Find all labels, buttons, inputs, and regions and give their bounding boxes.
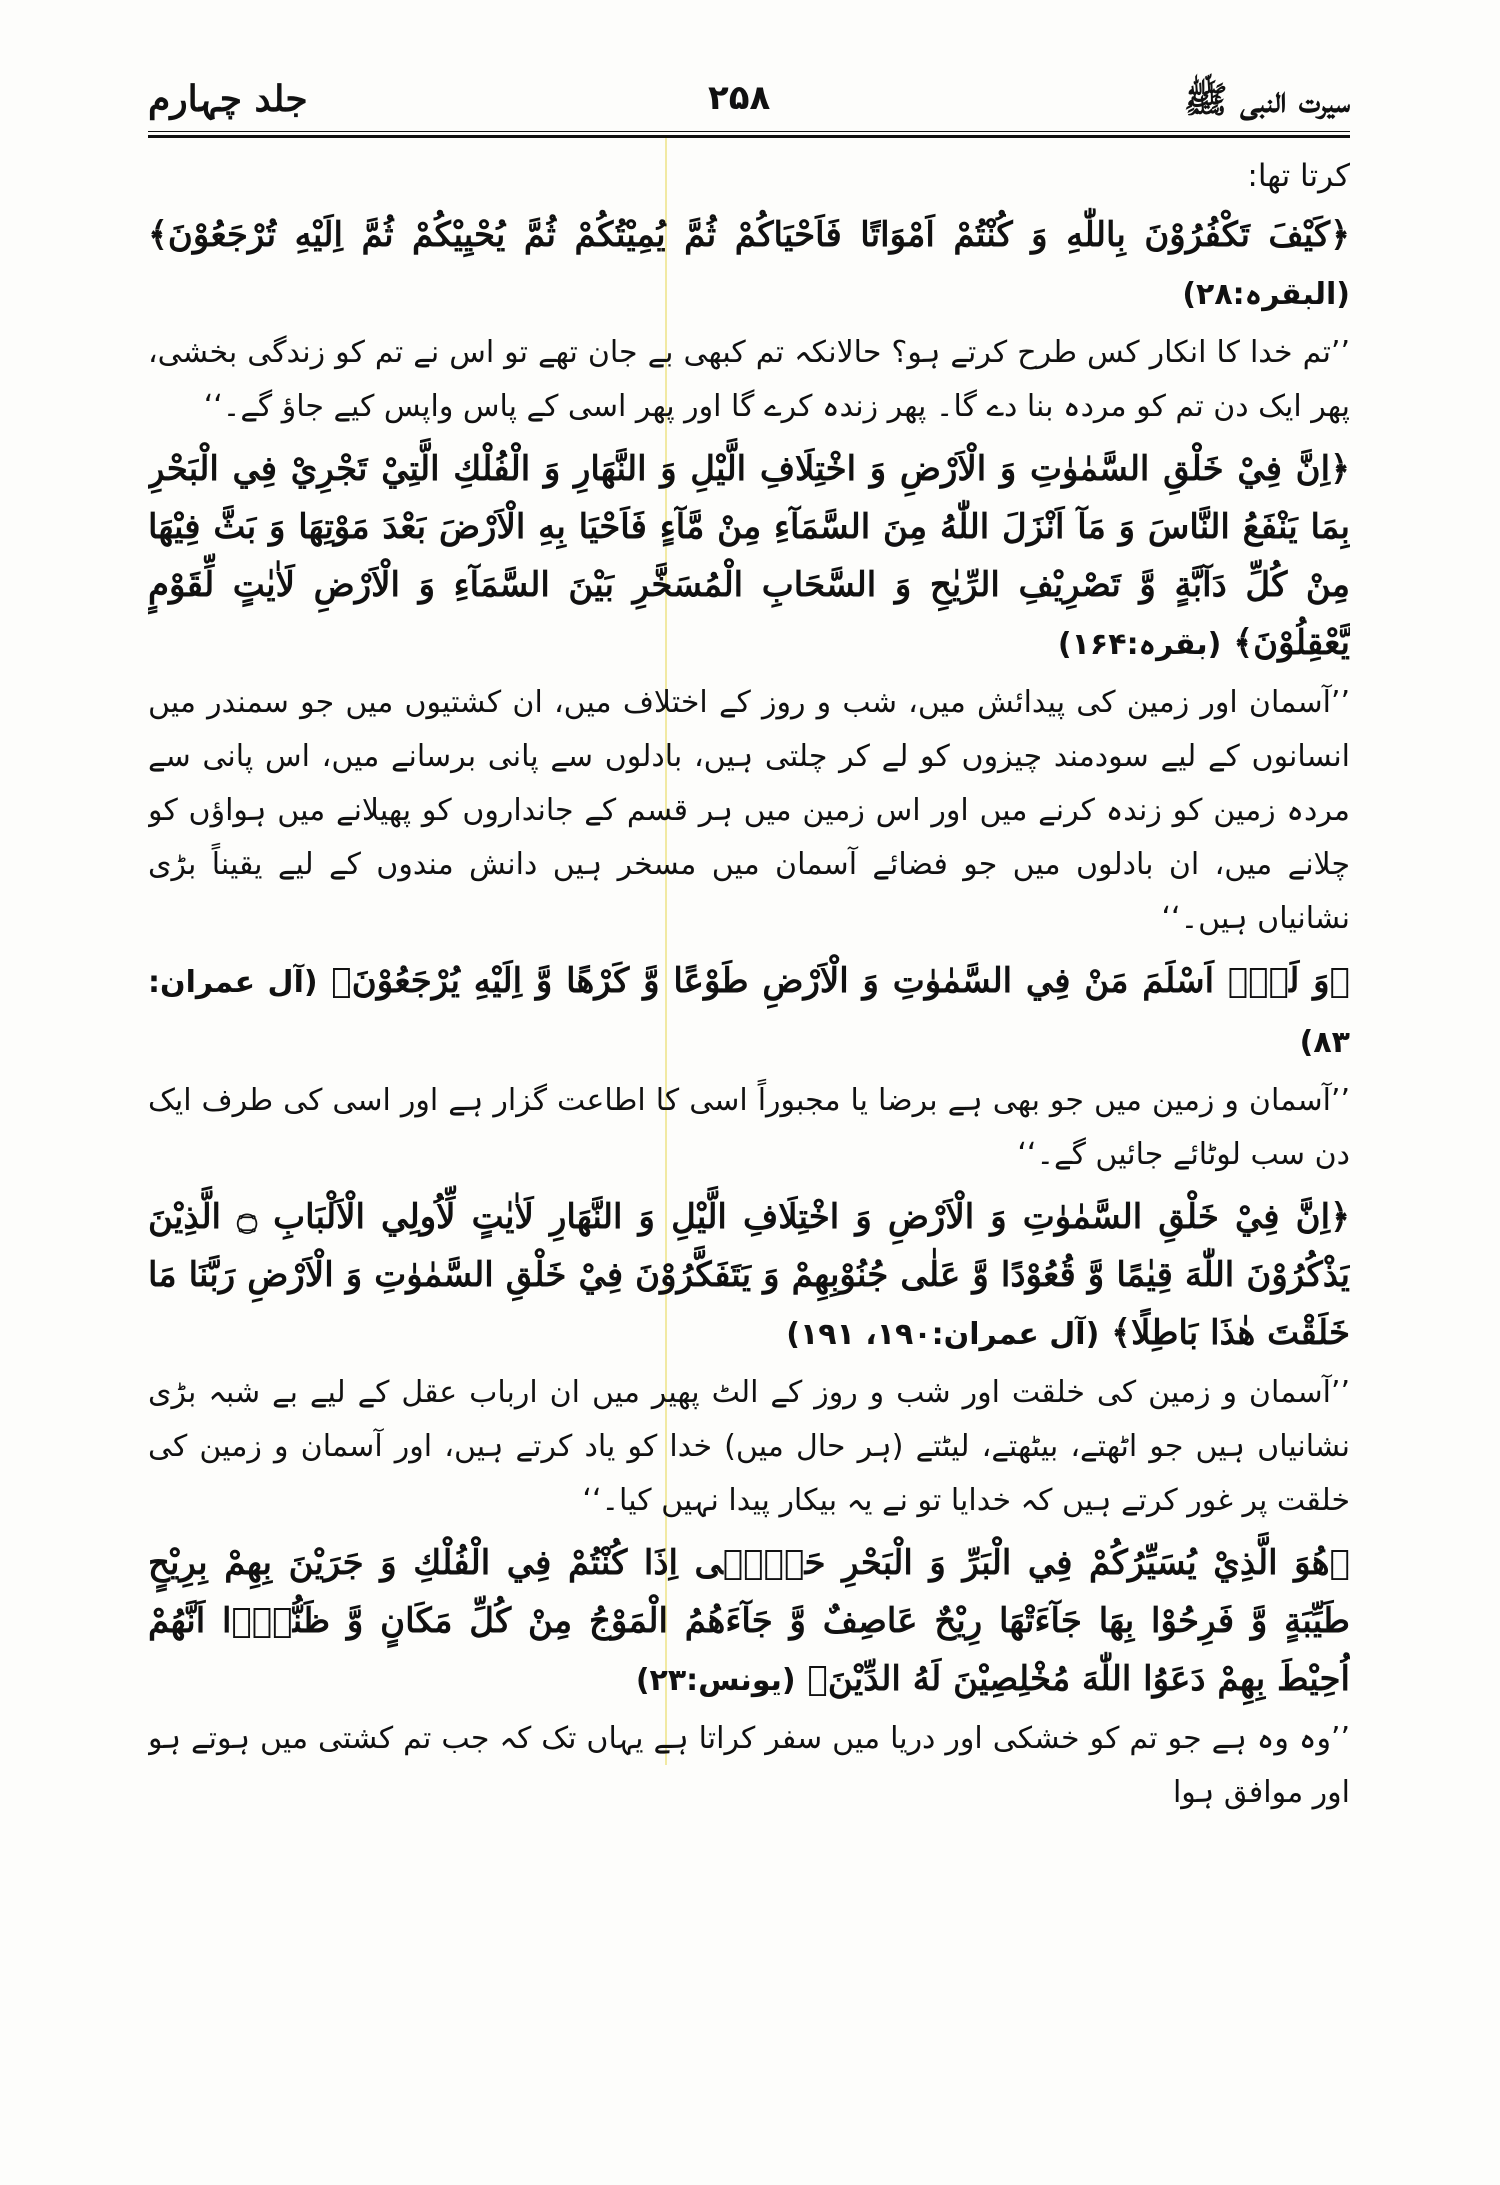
translation-2: ’’آسمان اور زمین کی پیدائش میں، شب و روز کے اختلاف میں، ان کشتیوں میں جو سمندر میں انسانوں کے لیے سودمند چیزوں کو لے کر چلتی ہیں، بادلوں سے پانی برسانے میں، اس پانی سے مردہ زمین کو زندہ کرنے میں اور اس زمین میں ہر قسم کے جانداروں کو پھیلانے میں ہواؤں کو چلانے میں، ان بادلوں میں جو فضائے آسمان میں مسخر ہیں دانش مندوں کے لیے یقیناً بڑی نشانیاں ہیں۔‘‘ [148,685,1350,936]
quran-verse-1 [148,206,1350,324]
quran-verse-2 [148,440,1350,674]
verse-reference: (بقرہ:۱۶۴) [1057,627,1222,662]
translation-1: ’’تم خدا کا انکار کس طرح کرتے ہو؟ حالانکہ تم کبھی بے جان تھے تو اس نے تم کو زندگی بخشی، پھر ایک دن تم کو مردہ بنا دے گا۔ پھر زندہ کرے گا اور پھر اسی کے پاس واپس کیے جاؤ گے۔‘‘ [148,335,1350,424]
quran-verse-5 [148,1534,1350,1710]
quran-verse-3 [148,952,1350,1072]
verse-reference: (یونس:۲۳) [635,1663,796,1698]
translation-3: ’’آسمان و زمین میں جو بھی ہے برضا یا مجبوراً اسی کا اطاعت گزار ہے اور اسی کی طرف ایک دن سب لوٹائے جائیں گے۔‘‘ [148,1083,1350,1172]
volume-label: جلد چہارم [148,78,308,120]
verse-text: ﴿اِنَّ فِيْ خَلْقِ السَّمٰوٰتِ وَ الْاَرْضِ وَ اخْتِلَافِ الَّيْلِ وَ النَّهَارِ وَ الْفُلْكِ الَّتِيْ تَجْرِيْ فِي الْبَحْرِ بِمَا يَنْفَعُ النَّاسَ وَ مَآ اَنْزَلَ اللّٰهُ مِنَ السَّمَآءِ مِنْ مَّآءٍ فَاَحْيَا بِهِ الْاَرْضَ بَعْدَ مَوْتِهَا وَ بَثَّ فِيْهَا مِنْ كُلِّ دَآبَّةٍ وَّ تَصْرِيْفِ الرِّيٰحِ وَ السَّحَابِ الْمُسَخَّرِ بَيْنَ السَّمَآءِ وَ الْاَرْضِ لَاٰيٰتٍ لِّقَوْمٍ يَّعْقِلُوْنَ﴾ [148,449,1350,663]
header-thin-rule [148,131,1350,132]
verse-text: ﴿هُوَ الَّذِيْ يُسَيِّرُكُمْ فِي الْبَرِّ وَ الْبَحْرِ حَتّٰۤى اِذَا كُنْتُمْ فِي الْفُلْكِ وَ جَرَيْنَ بِهِمْ بِرِيْحٍ طَيِّبَةٍ وَّ فَرِحُوْا بِهَا جَآءَتْهَا رِيْحٌ عَاصِفٌ وَّ جَآءَهُمُ الْمَوْجُ مِنْ كُلِّ مَكَانٍ وَّ ظَنُّوْۤا اَنَّهُمْ اُحِيْطَ بِهِمْ دَعَوُا اللّٰهَ مُخْلِصِيْنَ لَهُ الدِّيْنَ﴾ [148,1543,1350,1699]
book-title: سیرت النبی ﷺ [1183,79,1350,121]
verse-text: ﴿اِنَّ فِيْ خَلْقِ السَّمٰوٰتِ وَ الْاَرْضِ وَ اخْتِلَافِ الَّيْلِ وَ النَّهَارِ لَاٰيٰتٍ لِّاُولِي الْاَلْبَابِ ۝ الَّذِيْنَ يَذْكُرُوْنَ اللّٰهَ قِيٰمًا وَّ قُعُوْدًا وَّ عَلٰى جُنُوْبِهِمْ وَ يَتَفَكَّرُوْنَ فِيْ خَلْقِ السَّمٰوٰتِ وَ الْاَرْضِ رَبَّنَا مَا خَلَقْتَ هٰذَا بَاطِلًا﴾ [148,1197,1350,1353]
verse-reference: (آل عمران:۱۹۰، ۱۹۱) [786,1317,1100,1352]
verse-text: ﴿كَيْفَ تَكْفُرُوْنَ بِاللّٰهِ وَ كُنْتُمْ اَمْوَاتًا فَاَحْيَاكُمْ ثُمَّ يُمِيْتُكُمْ ثُمَّ يُحْيِيْكُمْ ثُمَّ اِلَيْهِ تُرْجَعُوْنَ﴾ [148,215,1350,255]
translation-4: ’’آسمان و زمین کی خلقت اور شب و روز کے الٹ پھیر میں ان ارباب عقل کے لیے بے شبہ بڑی نشانیاں ہیں جو اٹھتے، بیٹھتے، لیٹتے (ہر حال میں) خدا کو یاد کرتے ہیں، اور آسمان و زمین کی خلقت پر غور کرتے ہیں کہ خدایا تو نے یہ بیکار پیدا نہیں کیا۔‘‘ [148,1375,1350,1518]
verse-text: ﴿وَ لَهٗۤ اَسْلَمَ مَنْ فِي السَّمٰوٰتِ وَ الْاَرْضِ طَوْعًا وَّ كَرْهًا وَّ اِلَيْهِ يُرْجَعُوْنَ﴾ [331,961,1350,1001]
running-header [148,78,1350,138]
page-body [148,150,1350,2160]
verse-reference: (البقرہ:۲۸) [1182,277,1350,312]
page-number: ۲۵۸ [708,78,771,118]
verse-reference: (آل عمران: ۸۳) [148,965,1350,1060]
intro-line: کرتا تھا: [1247,158,1350,194]
translation-5: ’’وہ وہ ہے جو تم کو خشکی اور دریا میں سفر کراتا ہے یہاں تک کہ جب تم کشتی میں ہوتے ہو اور موافق ہوا [148,1721,1350,1810]
quran-verse-4 [148,1188,1350,1364]
header-rule [148,135,1350,138]
